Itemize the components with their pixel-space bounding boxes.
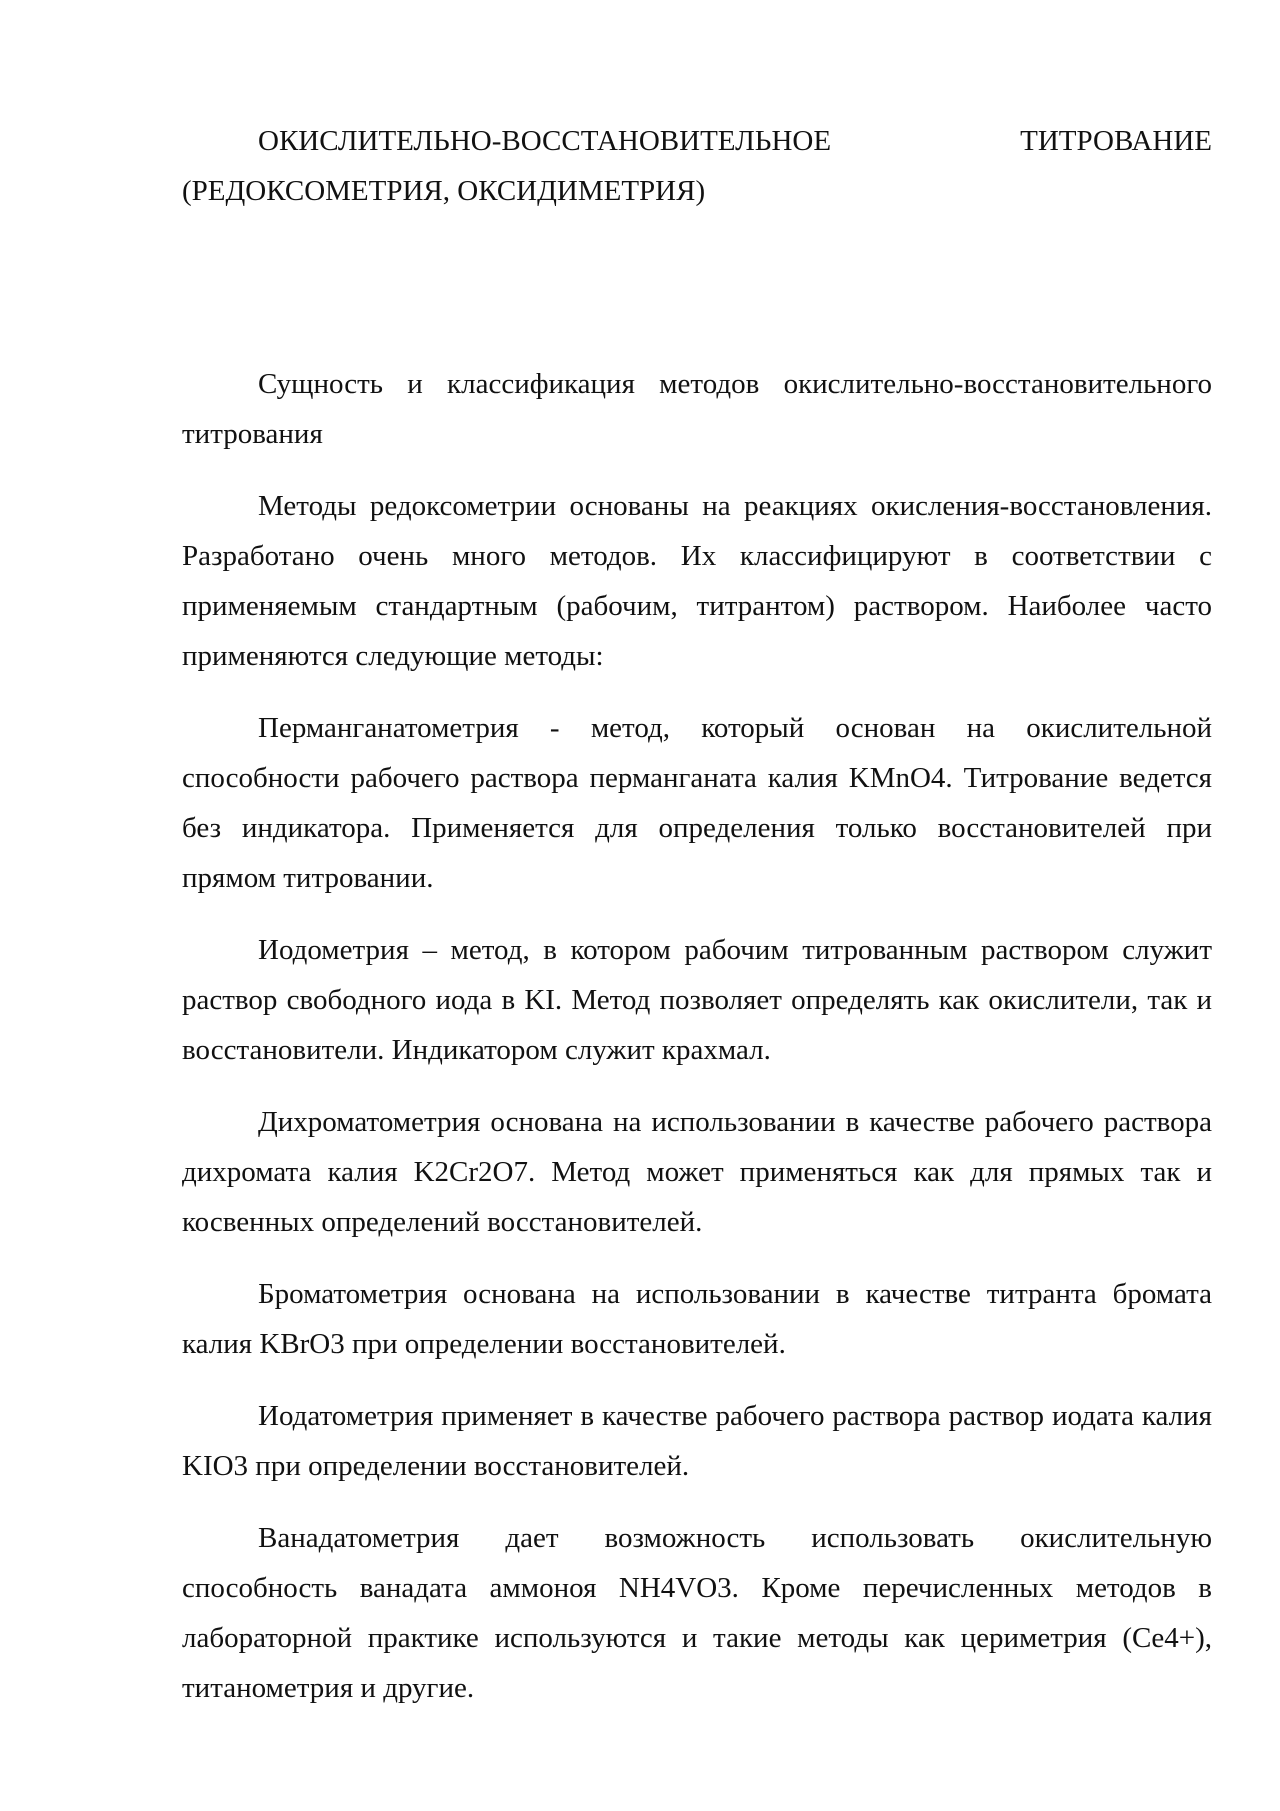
paragraph-redox-methods: Методы редоксометрии основаны на реакциях окисления-восстановления. Разработано очень много методов. Их классифицируют в соответствии с применяемым стандартным (рабочим, титрантом) раствором. Наиболее часто применяются следующие методы: <box>182 490 1212 672</box>
paragraph-bromatometry: Броматометрия основана на использовании в качестве титранта бромата калия KBrO3 при определении восстановителей. <box>182 1278 1212 1360</box>
paragraph-vanadatometry: Ванадатометрия дает возможность использовать окислительную способность ванадата аммоноя NH4VO3. Кроме перечисленных методов в лабораторной практике используются и такие методы как цериметрия (Ce4+), титанометрия и другие. <box>182 1522 1212 1704</box>
paragraph-dichromatometry: Дихроматометрия основана на использовании в качестве рабочего раствора дихромата калия K2Cr2O7. Метод может применяться как для прямых так и косвенных определений восстановителей. <box>182 1106 1212 1238</box>
section-title: Сущность и классификация методов окислительно-восстановительного титрования <box>182 368 1212 450</box>
paragraph-iodometry: Иодометрия – метод, в котором рабочим титрованным раствором служит раствор свободного иода в KI. Метод позволяет определять как окислители, так и восстановители. Индикатором служит крахмал. <box>182 934 1212 1066</box>
paragraph-permanganatometry: Перманганатометрия - метод, который основан на окислительной способности рабочего раствора перманганата калия KMnO4. Титрование ведется без индикатора. Применяется для определения только восстановителей при прямом титровании. <box>182 712 1212 894</box>
paragraph-iodatometry: Иодатометрия применяет в качестве рабочего раствора раствор иодата калия KIO3 при определении восстановителей. <box>182 1400 1212 1482</box>
document-title: ОКИСЛИТЕЛЬНО-ВОССТАНОВИТЕЛЬНОЕ ТИТРОВАНИЕ (РЕДОКСОМЕТРИЯ, ОКСИДИМЕТРИЯ) <box>182 125 1212 207</box>
document-body <box>182 116 1212 1713</box>
